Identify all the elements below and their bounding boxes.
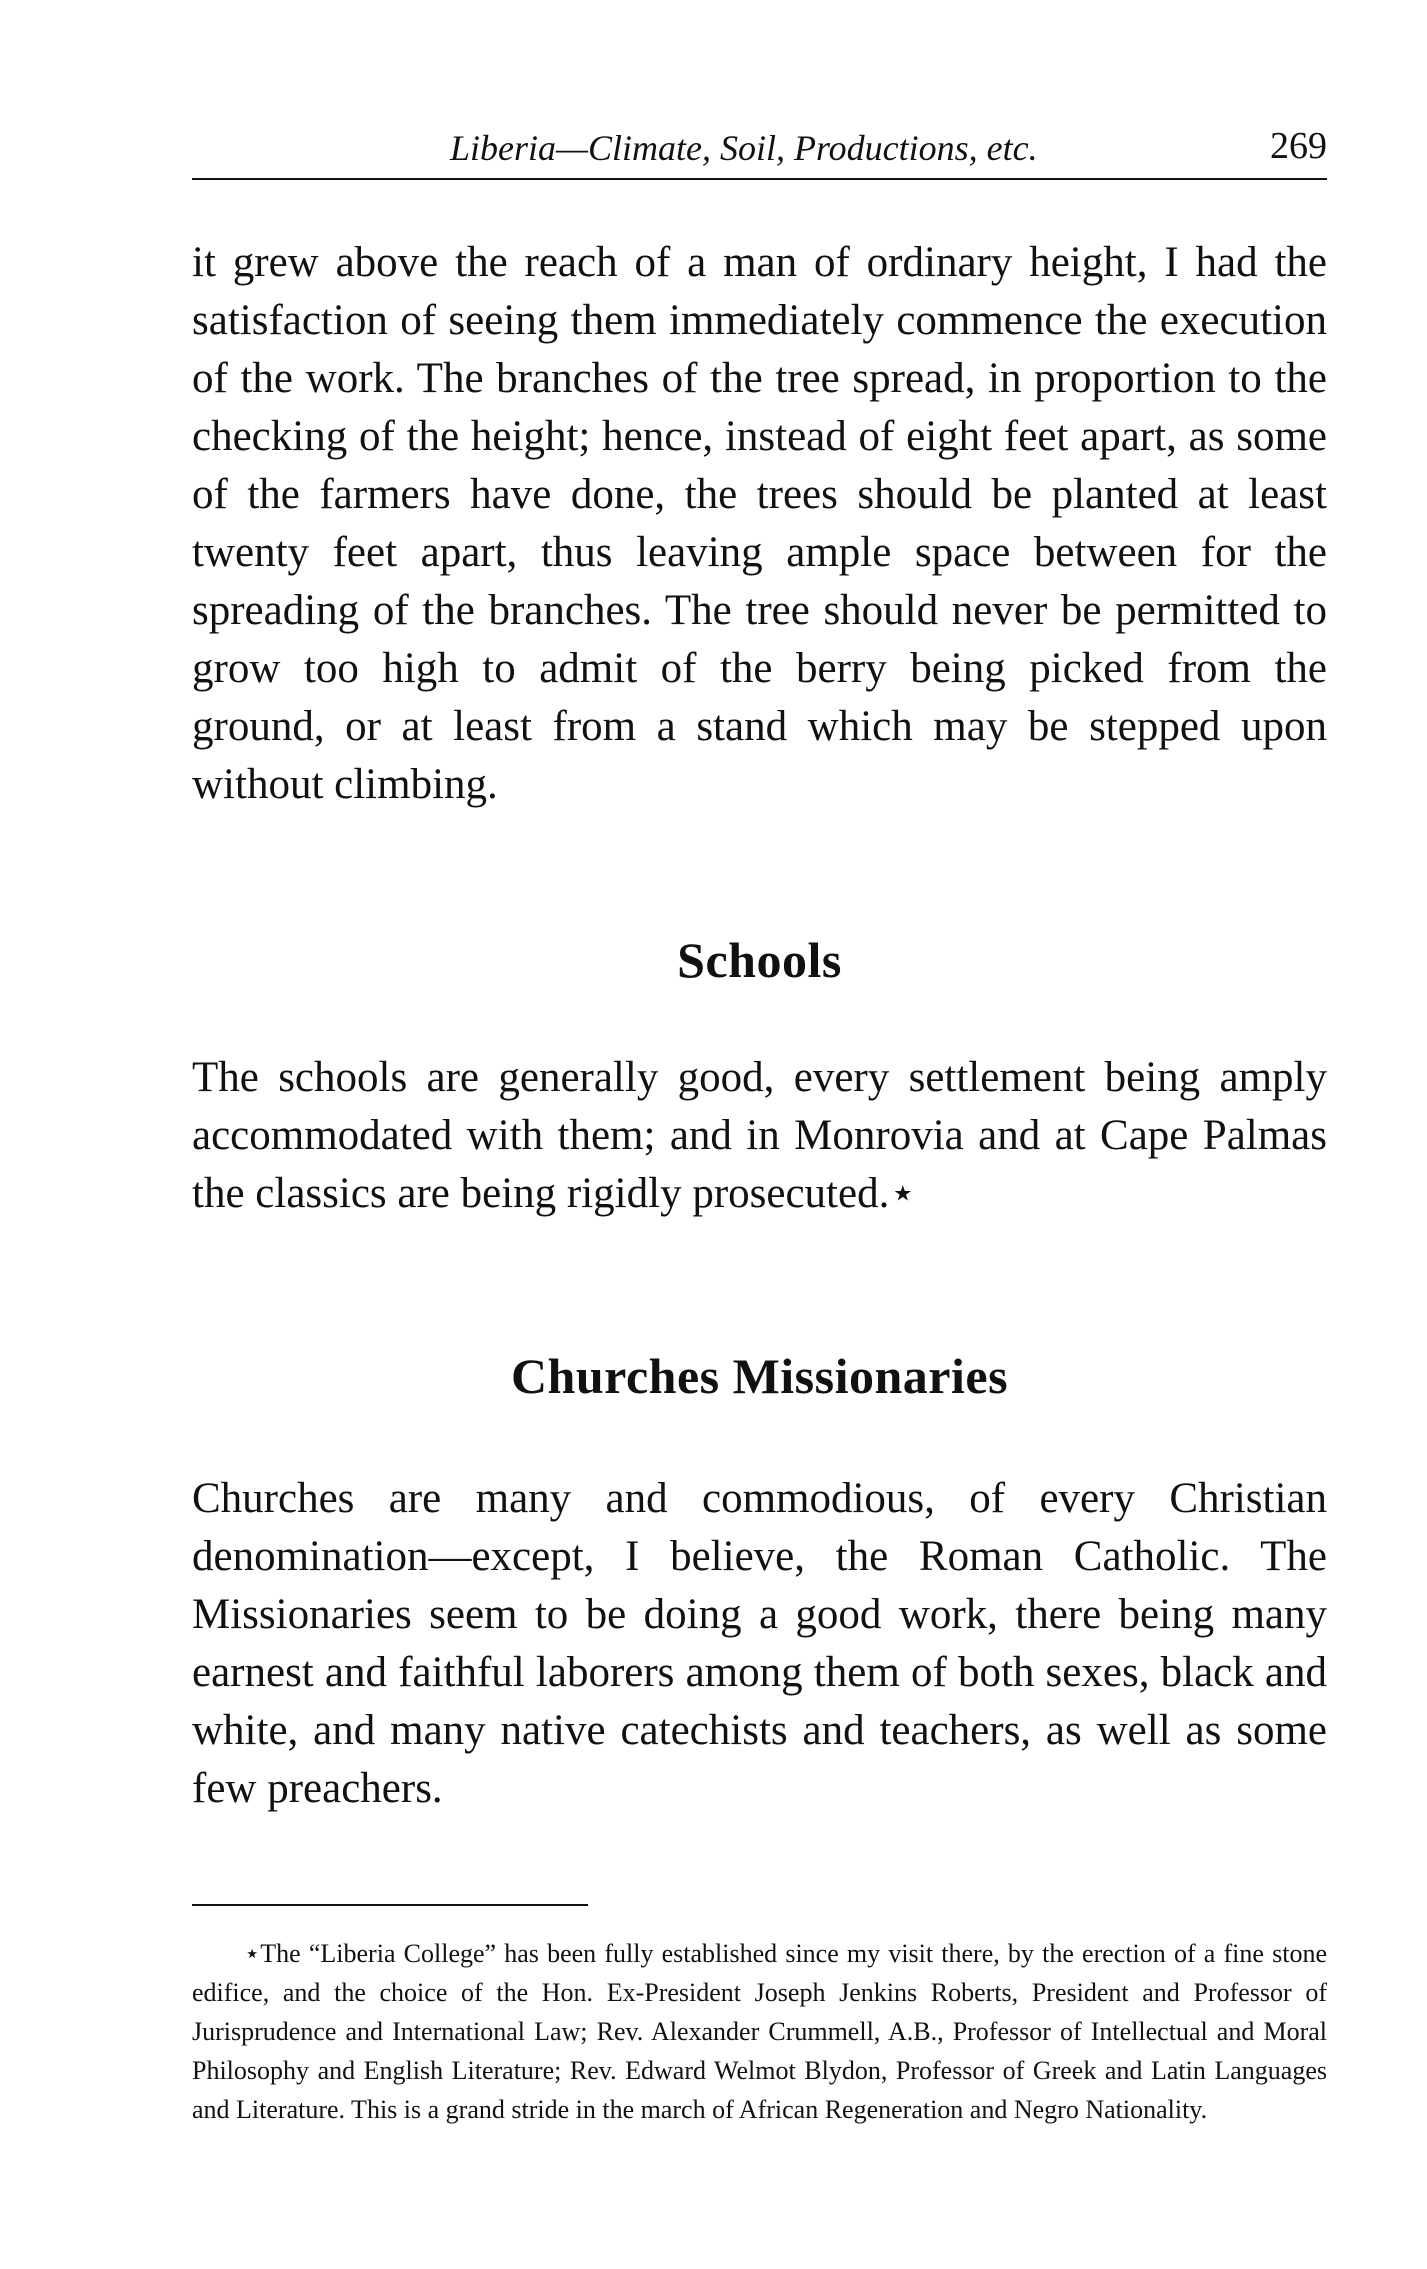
section-heading-schools: Schools <box>677 932 842 988</box>
footnote: ⋆The “Liberia College” has been fully established since my visit there, by the erection of a fine stone edifice, and the choice of the Hon. Ex-President Joseph Jenkins Roberts, President and Professor of Jurisprudence and International Law; Rev. Alexander Crummell, A.B., Professor of Intellectual and Moral Philosophy and English Literature; Rev. Edward Welmot Blydon, Professor of Greek and Latin Languages and Literature. This is a grand stride in the march of African Regeneration and Negro Nationality. <box>192 1939 1327 2124</box>
paragraph-schools: The schools are generally good, every settlement being amply accommodated with them; and in Monrovia and at Cape Palmas the classics are being rigidly prosecuted.⋆ <box>192 1054 1327 1217</box>
page-number: 269 <box>1270 125 1327 167</box>
header-rule <box>192 178 1327 180</box>
paragraph-churches-missionaries: Churches are many and commodious, of every Christian denomination—except, I believe, the Roman Catholic. The Missionaries seem to be doing a good work, there being many earnest and faithful laborers among them of both sexes, black and white, and many native catechists and teachers, as well as some few preachers. <box>192 1475 1327 1812</box>
footnote-rule <box>192 1904 588 1906</box>
running-header <box>192 120 1327 180</box>
paragraph-coffee-planting: it grew above the reach of a man of ordinary height, I had the satisfaction of seeing them immediately commence the execution of the work. The branches of the tree spread, in proportion to the checking of the height; hence, instead of eight feet apart, as some of the farmers have done, the trees should be planted at least twenty feet apart, thus leaving ample space between for the spreading of the branches. The tree should never be permitted to grow too high to admit of the berry being picked from the ground, or at least from a stand which may be stepped upon without climbing. <box>192 239 1327 808</box>
section-heading-churches-missionaries: Churches Missionaries <box>510 1348 1009 1404</box>
running-title: Liberia—Climate, Soil, Productions, etc. <box>450 128 1038 168</box>
